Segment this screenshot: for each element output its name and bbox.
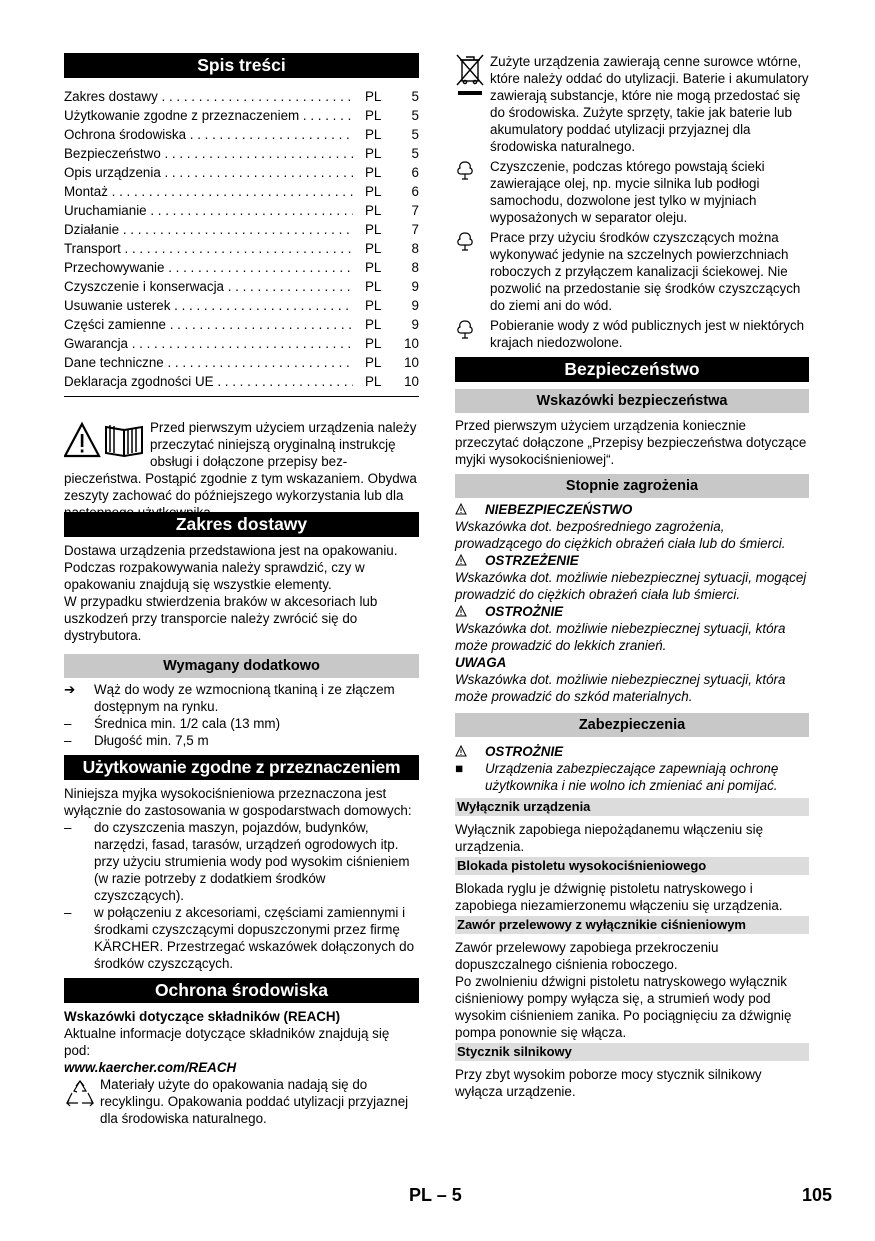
lock-heading: Blokada pistoletu wysokociśnieniowego bbox=[455, 857, 809, 875]
right-column bbox=[455, 53, 809, 1100]
list-item: – Średnica min. 1/2 cala (13 mm) bbox=[64, 716, 281, 731]
valve-heading: Zawór przelewowy z wyłącznikie ciśnieniowym bbox=[455, 916, 809, 934]
recycle-text: Materiały użyte do opakowania nadają się do recyklingu. Opakowania poddać utylizacji przyjaznej dla środowiska naturalnego. bbox=[100, 1077, 409, 1126]
note-label: UWAGA bbox=[455, 655, 507, 670]
toc-page: 5 bbox=[411, 127, 419, 142]
toc-lang: PL bbox=[365, 184, 382, 199]
toc-row[interactable] bbox=[64, 239, 419, 258]
toc-row[interactable] bbox=[64, 87, 419, 106]
toc-title: Deklaracja zgodności UE . . . bbox=[64, 372, 353, 391]
toc-heading: Spis treści bbox=[64, 53, 419, 78]
toc-lang: PL bbox=[365, 165, 382, 180]
toc-lang: PL bbox=[365, 336, 382, 351]
required-heading: Wymagany dodatkowo bbox=[64, 654, 419, 678]
warning-text: Wskazówka dot. możliwie niebezpiecznej sytuacji, mogącej prowadzić do ciężkich obrażeń ciała lub śmierci. bbox=[455, 570, 807, 602]
list-item: – do czyszczenia maszyn, pojazdów, budynków, narzędzi, fasad, tarasów, urządzeń ogrodowych itp. przy użyciu strumienia wody pod wysokim ciśnieniem (w razie potrzeby z dodatkiem środków czyszczących). bbox=[64, 820, 410, 903]
hazard-levels-heading: Stopnie zagrożenia bbox=[455, 474, 809, 498]
toc-row[interactable] bbox=[64, 372, 419, 391]
toc-page: 6 bbox=[411, 165, 419, 180]
lock-text: Blokada ryglu je dźwignię pistoletu natryskowego i zapobiega niezamierzonemu włączeniu się urządzenia. bbox=[455, 881, 783, 913]
caution-label: OSTROŻNIE bbox=[455, 603, 809, 620]
detergent-notice bbox=[455, 229, 809, 314]
toc-page: 10 bbox=[404, 374, 419, 389]
toc-page: 9 bbox=[411, 298, 419, 313]
toc-lang: PL bbox=[365, 222, 382, 237]
scope-text-1: Dostawa urządzenia przedstawiona jest na opakowaniu. Podczas rozpakowywania należy sprawdzić, czy w opakowaniu znajdują się wszystkie elementy. bbox=[64, 543, 398, 592]
warning-label: OSTRZEŻENIE bbox=[455, 552, 809, 569]
toc-page: 10 bbox=[404, 336, 419, 351]
toc-page: 7 bbox=[411, 222, 419, 237]
water-text: Pobieranie wody z wód publicznych jest w niektórych krajach niedozwolone. bbox=[490, 318, 805, 350]
toc-row[interactable] bbox=[64, 144, 419, 163]
toc-title: Przechowywanie . . . bbox=[64, 258, 353, 277]
devices-list bbox=[455, 760, 809, 794]
safety-notes-heading: Wskazówki bezpieczeństwa bbox=[455, 389, 809, 413]
toc-lang: PL bbox=[365, 355, 382, 370]
warning-manual-icon bbox=[64, 421, 144, 463]
warning-triangle-icon bbox=[455, 553, 467, 570]
reach-text: Aktualne informacje dotyczące składników znajdują się pod: bbox=[64, 1026, 390, 1058]
toc-divider bbox=[64, 396, 419, 397]
required-list bbox=[64, 681, 419, 749]
switch-text: Wyłącznik zapobiega niepożądanemu włączeniu się urządzenia. bbox=[455, 822, 764, 854]
scope-heading: Zakres dostawy bbox=[64, 512, 419, 537]
toc-lang: PL bbox=[365, 298, 382, 313]
oil-notice bbox=[455, 158, 809, 226]
toc-title: Części zamienne . . . bbox=[64, 315, 353, 334]
crossed-bin-icon bbox=[455, 53, 485, 103]
scope-text-2: W przypadku stwierdzenia braków w akcesoriach lub uszkodzeń przy transporcie należy zwrócić się do dystrybutora. bbox=[64, 594, 378, 643]
switch-heading: Wyłącznik urządzenia bbox=[455, 798, 809, 816]
toc-title: Usuwanie usterek . . . bbox=[64, 296, 353, 315]
environment-icon bbox=[455, 160, 475, 184]
toc-page: 9 bbox=[411, 279, 419, 294]
detergent-text: Prace przy użyciu środków czyszczących można wykonywać jedynie na szczelnych powierzchniach roboczych z przyłączem kanalizacji ściekowej. Nie pozwolić na przedostanie się środków czyszczących do ziemi ani do wód. bbox=[490, 230, 801, 313]
toc-row[interactable] bbox=[64, 182, 419, 201]
toc-lang: PL bbox=[365, 241, 382, 256]
toc-title: Opis urządzenia . . . bbox=[64, 163, 353, 182]
warning-triangle-icon bbox=[455, 604, 467, 621]
toc-lang: PL bbox=[365, 374, 382, 389]
toc-lang: PL bbox=[365, 108, 382, 123]
environment-icon bbox=[455, 319, 475, 343]
warning-triangle-icon bbox=[455, 502, 467, 519]
toc-page: 5 bbox=[411, 108, 419, 123]
usage-text: Niniejsza myjka wysokociśnieniowa przeznaczona jest wyłącznie do zastosowania w gospodarstwach domowych: bbox=[64, 786, 412, 818]
toc-title: Transport . . . bbox=[64, 239, 353, 258]
toc-row[interactable] bbox=[64, 201, 419, 220]
page-label: PL – 5 bbox=[409, 1185, 462, 1205]
toc-row[interactable] bbox=[64, 315, 419, 334]
safety-heading: Bezpieczeństwo bbox=[455, 357, 809, 382]
toc-page: 8 bbox=[411, 241, 419, 256]
toc-row[interactable] bbox=[64, 258, 419, 277]
table-of-contents bbox=[64, 87, 419, 391]
devices-caution-label: OSTROŻNIE bbox=[455, 743, 809, 760]
environment-heading: Ochrona środowiska bbox=[64, 978, 419, 1003]
danger-text: Wskazówka dot. bezpośredniego zagrożenia, prowadzącego do ciężkich obrażeń ciała lub do śmierci. bbox=[455, 519, 786, 551]
valve-text-2: Po zwolnieniu dźwigni pistoletu natryskowego wyłącznik ciśnieniowy pompy wyłącza się, a strumień wody pod wysokim ciśnieniem zanika. Po pociągnięciu za dźwignię pompa ponownie się włącza. bbox=[455, 974, 792, 1040]
toc-lang: PL bbox=[365, 89, 382, 104]
intro-notice bbox=[64, 419, 419, 520]
safety-notes-text: Przed pierwszym użyciem urządzenia koniecznie przeczytać dołączone „Przepisy bezpieczeństwa dotyczące myjki wysokociśnieniowej“. bbox=[455, 418, 807, 467]
note-text: Wskazówka dot. możliwie niebezpiecznej sytuacji, która może prowadzić do szkód materialnych. bbox=[455, 672, 786, 704]
caution-text: Wskazówka dot. możliwie niebezpiecznej sytuacji, która może prowadzić do lekkich zranień. bbox=[455, 621, 786, 653]
toc-page: 7 bbox=[411, 203, 419, 218]
weee-text: Zużyte urządzenia zawierają cenne surowce wtórne, które należy oddać do utylizacji. Baterie i akumulatory zawierają substancje, które nie mogą przedostać się do środowiska. Zużyte sprzęty, takie jak baterie lub akumulatory poddać utylizacji przyjaznej dla środowiska naturalnego. bbox=[490, 54, 809, 154]
toc-row[interactable] bbox=[64, 353, 419, 372]
water-notice bbox=[455, 317, 809, 351]
usage-list bbox=[64, 819, 419, 972]
motor-text: Przy zbyt wysokim poborze mocy stycznik silnikowy wyłącza urządzenie. bbox=[455, 1067, 762, 1099]
weee-notice bbox=[455, 53, 809, 155]
toc-page: 10 bbox=[404, 355, 419, 370]
toc-title: Dane techniczne . . . bbox=[64, 353, 353, 372]
recycle-notice bbox=[64, 1076, 419, 1127]
motor-heading: Stycznik silnikowy bbox=[455, 1043, 809, 1061]
toc-row[interactable] bbox=[64, 163, 419, 182]
toc-page: 8 bbox=[411, 260, 419, 275]
toc-row[interactable] bbox=[64, 106, 419, 125]
intro-text-indented: Przed pierwszym użyciem urządzenia należy przeczytać niniejszą oryginalną instrukcję obsługi i dołączone przepisy bez- bbox=[150, 420, 417, 469]
usage-heading: Użytkowanie zgodne z przeznaczeniem bbox=[64, 755, 419, 780]
page-number: 105 bbox=[802, 1185, 833, 1205]
toc-title: Gwarancja . . . bbox=[64, 334, 353, 353]
toc-page: 9 bbox=[411, 317, 419, 332]
toc-title: Uruchamianie . . . bbox=[64, 201, 353, 220]
toc-page: 6 bbox=[411, 184, 419, 199]
toc-title: Montaż . . . bbox=[64, 182, 353, 201]
toc-row[interactable] bbox=[64, 125, 419, 144]
recycle-icon bbox=[64, 1078, 96, 1114]
list-item: ■ Urządzenia zabezpieczające zapewniają ochronę użytkownika i nie wolno ich zmieniać ani pomijać. bbox=[455, 761, 779, 793]
toc-title: Bezpieczeństwo . . . bbox=[64, 144, 353, 163]
toc-lang: PL bbox=[365, 260, 382, 275]
oil-text: Czyszczenie, podczas którego powstają ścieki zawierające olej, np. mycie silnika lub podłogi samochodu, dozwolone jest tylko w myjniach wyposażonych w separator oleju. bbox=[490, 159, 765, 225]
arrow-right-icon: ➔ bbox=[64, 682, 76, 697]
toc-row[interactable] bbox=[64, 220, 419, 239]
toc-page: 5 bbox=[411, 146, 419, 161]
list-item: – Długość min. 7,5 m bbox=[64, 733, 209, 748]
toc-title: Ochrona środowiska . . . bbox=[64, 125, 353, 144]
intro-text: pieczeństwa. Postąpić zgodnie z tym wskazaniem. Obydwa zeszyty zachować do późniejszego wykorzystania lub dla następnego użytkownika. bbox=[64, 471, 417, 520]
toc-row[interactable] bbox=[64, 334, 419, 353]
square-bullet-icon: ■ bbox=[455, 761, 464, 776]
danger-label: NIEBEZPIECZEŃSTWO bbox=[455, 501, 809, 518]
list-item: ➔ Wąż do wody ze wzmocnioną tkaniną i ze złączem dostępnym na rynku. bbox=[64, 682, 395, 714]
toc-lang: PL bbox=[365, 203, 382, 218]
toc-page: 5 bbox=[411, 89, 419, 104]
toc-title: Działanie . . . bbox=[64, 220, 353, 239]
left-column bbox=[64, 53, 419, 1127]
toc-title: Czyszczenie i konserwacja . . . bbox=[64, 277, 353, 296]
toc-lang: PL bbox=[365, 127, 382, 142]
environment-icon bbox=[455, 231, 475, 255]
toc-title: Użytkowanie zgodne z przeznaczeniem . . . bbox=[64, 106, 353, 125]
reach-title: Wskazówki dotyczące składników (REACH) bbox=[64, 1009, 341, 1024]
toc-title: Zakres dostawy . . . bbox=[64, 87, 353, 106]
toc-lang: PL bbox=[365, 317, 382, 332]
reach-link[interactable]: www.kaercher.com/REACH bbox=[64, 1060, 237, 1075]
toc-lang: PL bbox=[365, 146, 382, 161]
valve-text-1: Zawór przelewowy zapobiega przekroczeniu dopuszczalnego ciśnienia roboczego. bbox=[455, 940, 719, 972]
toc-row[interactable] bbox=[64, 277, 419, 296]
toc-row[interactable] bbox=[64, 296, 419, 315]
warning-triangle-icon bbox=[455, 744, 467, 761]
list-item: – w połączeniu z akcesoriami, częściami zamiennymi i środkami czyszczącymi dopuszczonymi przez firmę KÄRCHER. Przestrzegać wskazówek dołączonych do środków czyszczących. bbox=[64, 905, 415, 971]
toc-lang: PL bbox=[365, 279, 382, 294]
safety-devices-heading: Zabezpieczenia bbox=[455, 713, 809, 737]
